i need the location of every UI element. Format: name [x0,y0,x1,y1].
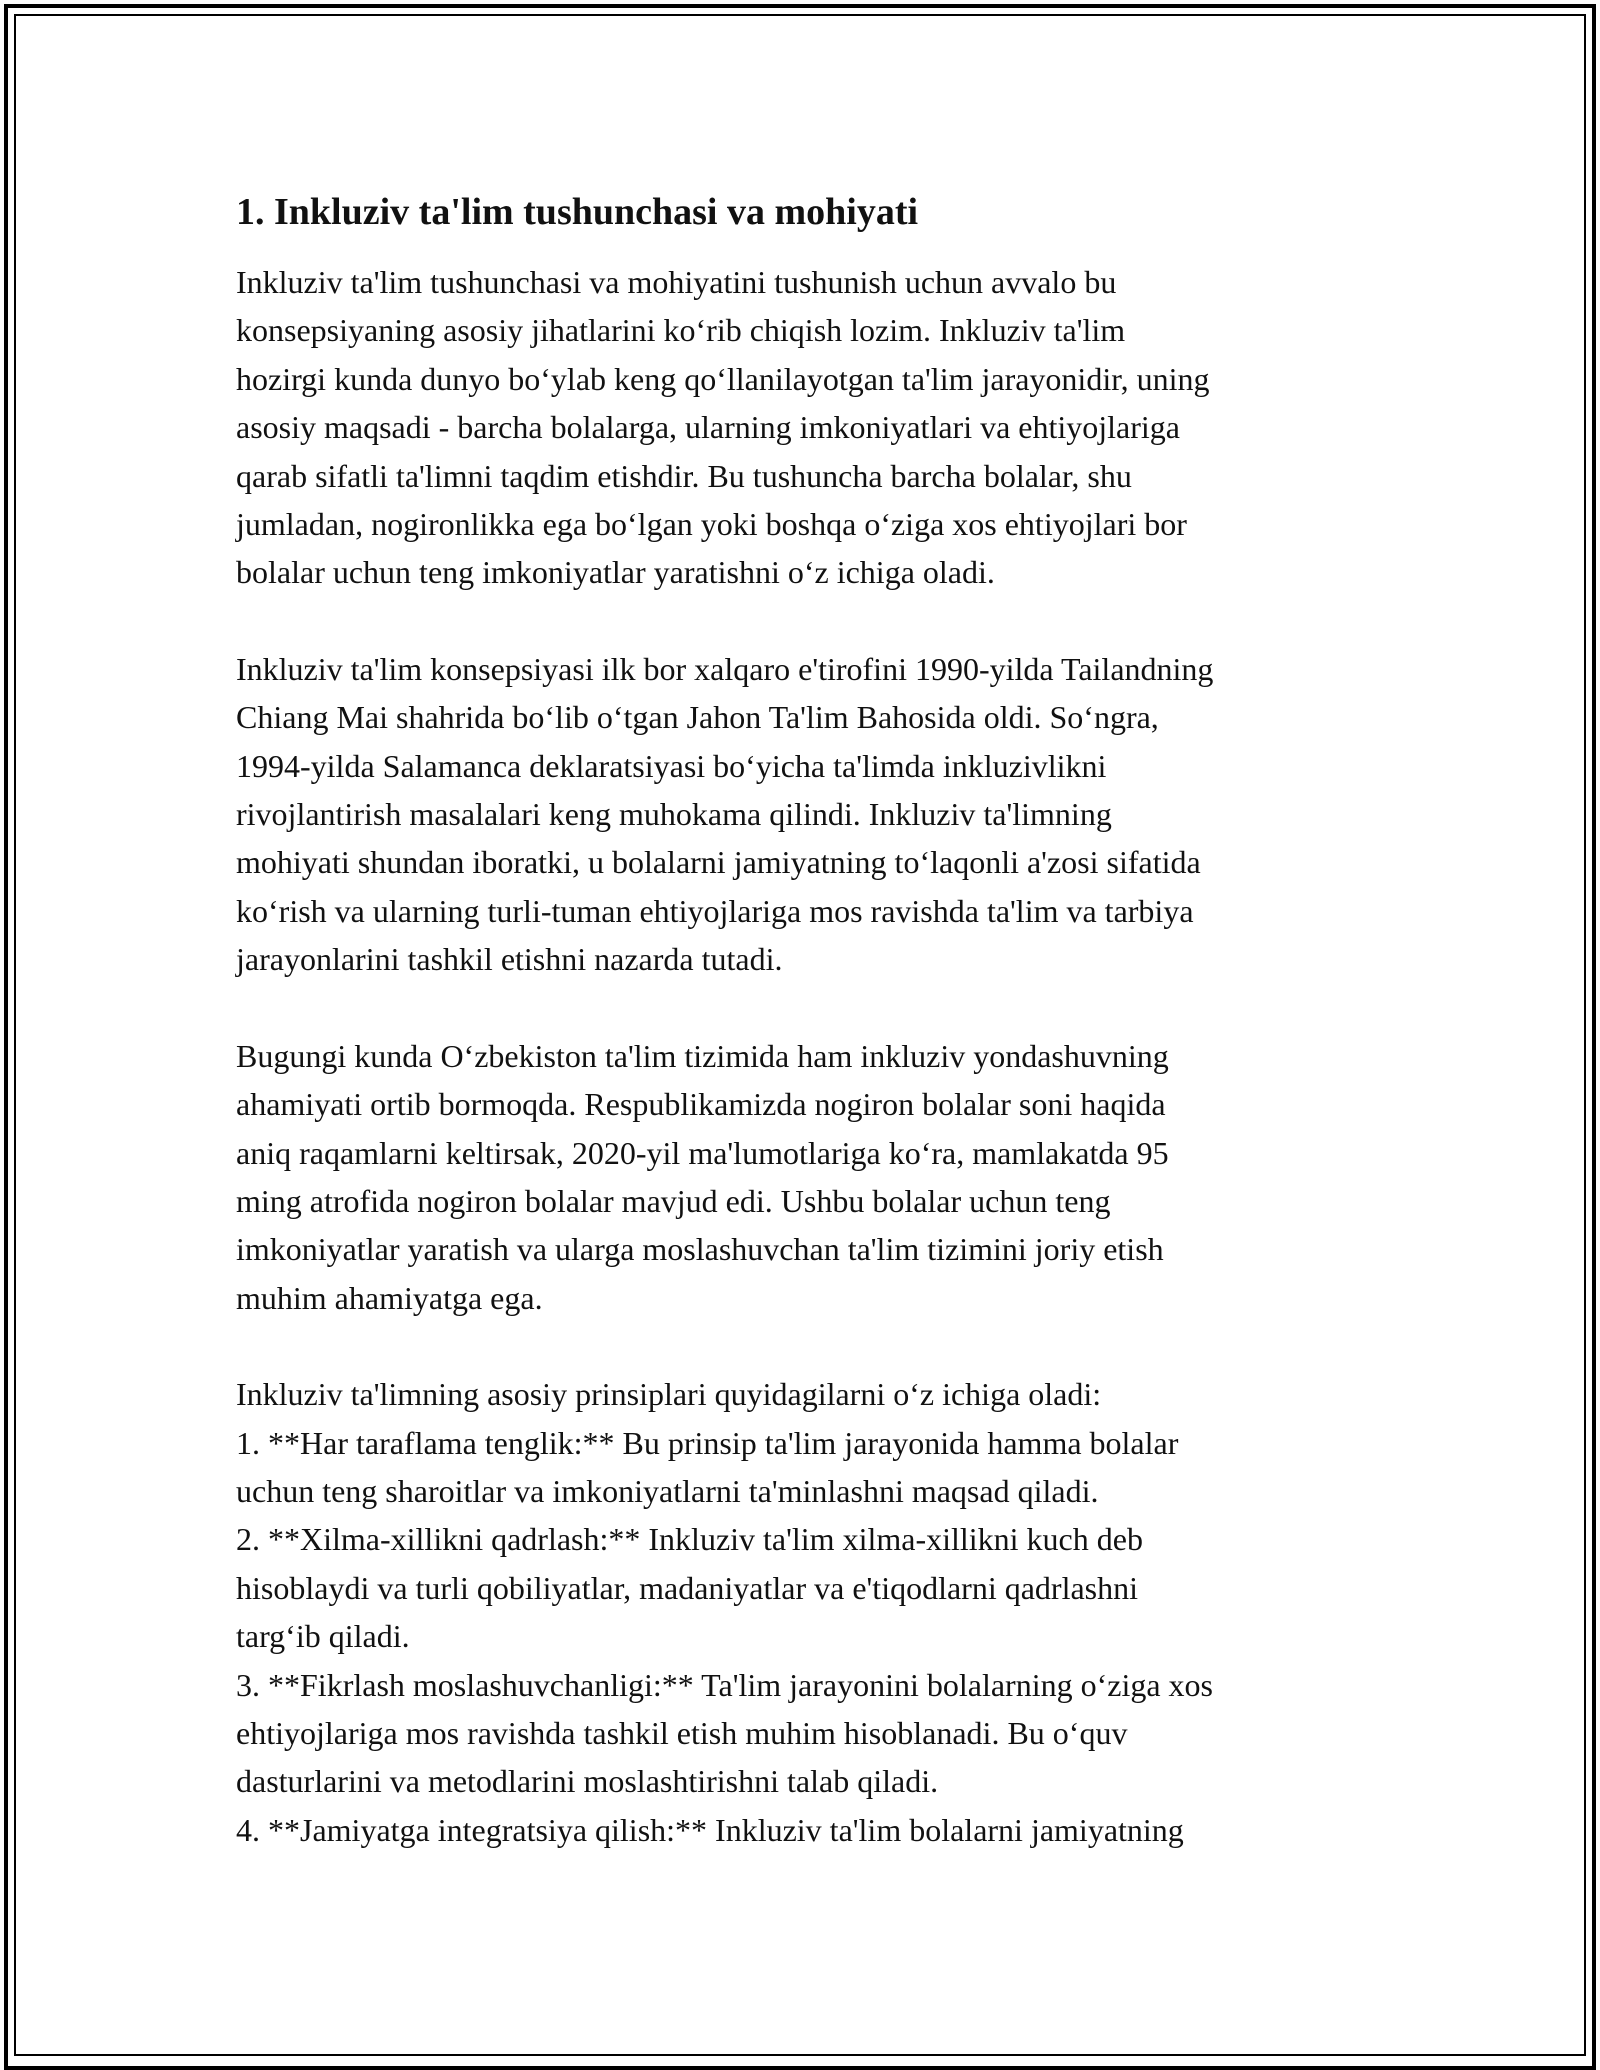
text-line: rivojlantirish masalalari keng muhokama qilindi. Inkluziv ta'limning [236,796,1112,833]
list-item-line: dasturlarini va metodlarini moslashtirishni talab qiladi. [236,1763,939,1800]
list-item-line: 1. **Har taraflama tenglik:** Bu prinsip ta'lim jarayonida hamma bolalar [236,1424,1179,1461]
list-item-line: 3. **Fikrlash moslashuvchanligi:** Ta'lim jarayonini bolalarning o‘ziga xos [236,1666,1213,1703]
list-item-line: targ‘ib qiladi. [236,1618,410,1655]
text-line: hozirgi kunda dunyo bo‘ylab keng qo‘llanilayotgan ta'lim jarayonidir, uning [236,360,1210,397]
list-item-line: hisoblaydi va turli qobiliyatlar, madaniyatlar va e'tiqodlarni qadrlashni [236,1569,1139,1606]
text-line: asosiy maqsadi - barcha bolalarga, ularning imkoniyatlari va ehtiyojlariga [236,409,1180,446]
paragraph-1 [236,258,1376,597]
text-line: qarab sifatli ta'limni taqdim etishdir. Bu tushuncha barcha bolalar, shu [236,457,1132,494]
list-item-line: uchun teng sharoitlar va imkoniyatlarni ta'minlashni maqsad qiladi. [236,1472,1099,1509]
paragraph-3 [236,1032,1376,1322]
text-line: Chiang Mai shahrida bo‘lib o‘tgan Jahon Ta'lim Bahosida oldi. So‘ngra, [236,699,1159,736]
text-line: jumladan, nogironlikka ega bo‘lgan yoki boshqa o‘ziga xos ehtiyojlari bor [236,506,1187,543]
text-line: mohiyati shundan iboratki, u bolalarni jamiyatning to‘laqonli a'zosi sifatida [236,844,1201,881]
section-heading: 1. Inkluziv ta'lim tushunchasi va mohiyati [236,191,919,233]
text-line: Inkluziv ta'lim konsepsiyasi ilk bor xalqaro e'tirofini 1990-yilda Tailandning [236,650,1214,687]
document-body [236,188,1376,1854]
text-line: muhim ahamiyatga ega. [236,1279,543,1316]
text-line: aniq raqamlarni keltirsak, 2020-yil ma'lumotlariga ko‘ra, mamlakatda 95 [236,1134,1169,1171]
text-line: Bugungi kunda O‘zbekiston ta'lim tizimida ham inkluziv yondashuvning [236,1037,1169,1074]
text-line: imkoniyatlar yaratish va ularga moslashuvchan ta'lim tizimini joriy etish [236,1231,1164,1268]
list-item-line: ehtiyojlariga mos ravishda tashkil etish muhim hisoblanadi. Bu o‘quv [236,1714,1128,1751]
text-line: Inkluziv ta'lim tushunchasi va mohiyatini tushunish uchun avvalo bu [236,264,1117,300]
list-item-line: 2. **Xilma-xillikni qadrlash:** Inkluziv ta'lim xilma-xillikni kuch deb [236,1521,1143,1558]
paragraph-2 [236,645,1376,984]
text-line: bolalar uchun teng imkoniyatlar yaratishni o‘z ichiga oladi. [236,554,995,591]
paragraph-4-principles-list [236,1370,1376,1854]
text-line: ahamiyati ortib bormoqda. Respublikamizda nogiron bolalar soni haqida [236,1086,1166,1123]
text-line: 1994-yilda Salamanca deklaratsiyasi bo‘yicha ta'limda inkluzivlikni [236,747,1107,784]
text-line: konsepsiyaning asosiy jihatlarini ko‘rib chiqish lozim. Inkluziv ta'lim [236,312,1126,349]
text-line: ko‘rish va ularning turli-tuman ehtiyojlariga mos ravishda ta'lim va tarbiya [236,892,1194,929]
text-line: ming atrofida nogiron bolalar mavjud edi. Ushbu bolalar uchun teng [236,1182,1111,1219]
text-line: jarayonlarini tashkil etishni nazarda tutadi. [236,941,783,978]
list-item-line: 4. **Jamiyatga integratsiya qilish:** Inkluziv ta'lim bolalarni jamiyatning [236,1811,1184,1848]
text-line: Inkluziv ta'limning asosiy prinsiplari quyidagilarni o‘z ichiga oladi: [236,1376,1102,1413]
